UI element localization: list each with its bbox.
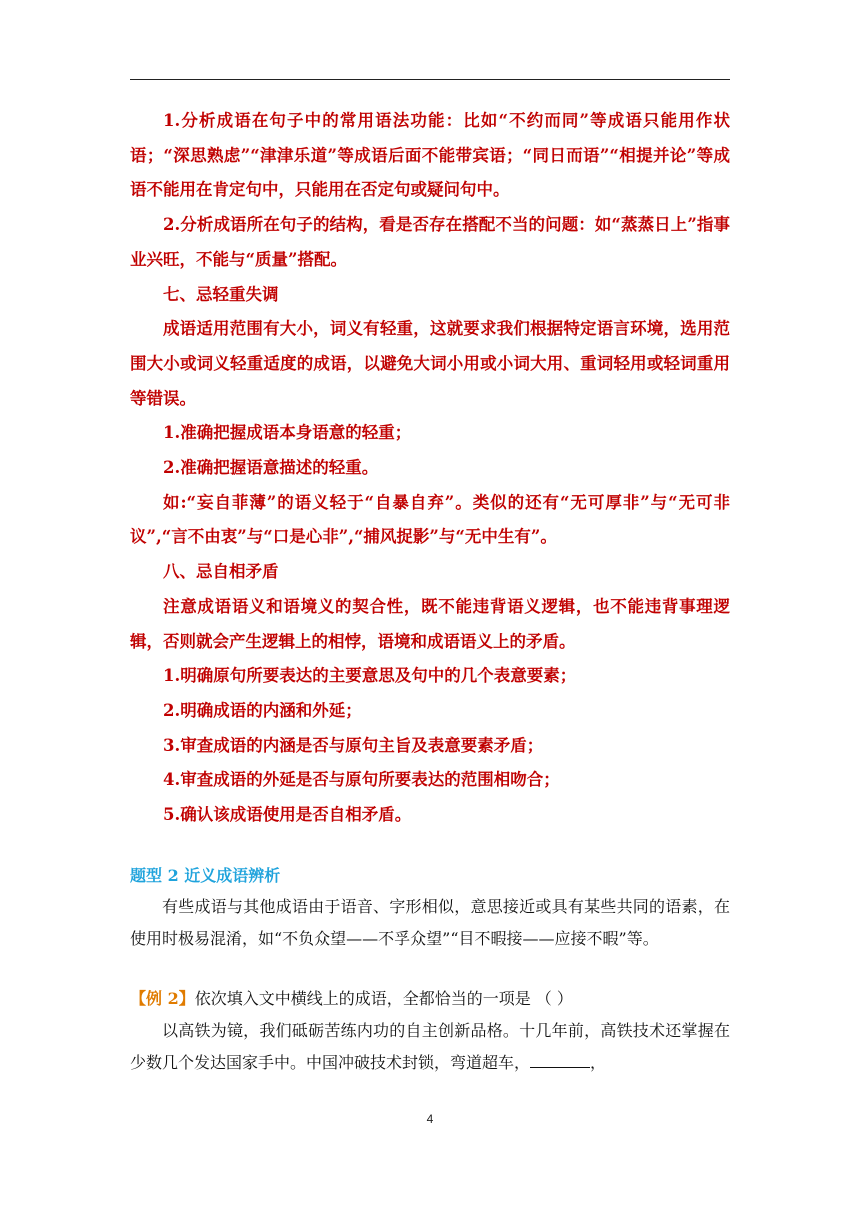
- page-number: 4: [426, 1112, 434, 1126]
- list-item: 4.审查成语的外延是否与原句所要表达的范围相吻合；: [163, 770, 560, 790]
- paragraph-grammar-function: 1.分析成语在句子中的常用语法功能：比如“不约而同”等成语只能用作状语；“深思熟虑”“津津乐道”等成语后面不能带宾语；“同日而语”“相提并论”等成语不能用在肯定句中，只能用在否定句或疑问句中。: [130, 111, 730, 200]
- heading-seven: 七、忌轻重失调: [163, 284, 279, 304]
- example-passage-text: 以高铁为镜，我们砥砺苦练内功的自主创新品格。十几年前，高铁技术还掌握在少数几个发达国家手中。中国冲破技术封锁，弯道超车，: [130, 1020, 730, 1072]
- list-item: 2.准确把握语意描述的轻重。: [163, 458, 379, 478]
- type-intro-paragraph: 有些成语与其他成语由于语音、字形相似，意思接近或具有某些共同的语素，在使用时极易混淆，如“不负众望——不孚众望”“目不暇接——应接不暇”等。: [130, 896, 730, 948]
- example-passage: [130, 1015, 730, 1079]
- paragraph-weight-example: 如:“妄自菲薄”的语义轻于“自暴自弃”。类似的还有“无可厚非”与“无可非议”,“言不由衷”与“口是心非”,“捕风捉影”与“无中生有”。: [130, 492, 730, 547]
- header-rule: [130, 79, 730, 80]
- example-question-text: 依次填入文中横线上的成语，全都恰当的一项是 （ ）: [194, 988, 573, 1008]
- list-item: 5.确认该成语使用是否自相矛盾。: [163, 805, 412, 825]
- example-tag: 【例 2】: [130, 988, 195, 1008]
- list-item: 3.审查成语的内涵是否与原句主旨及表意要素矛盾；: [163, 735, 544, 755]
- paragraph-contradiction-intro: 注意成语语义和语境义的契合性，既不能违背语义逻辑，也不能违背事理逻辑，否则就会产生逻辑上的相悖，语境和成语语义上的矛盾。: [130, 596, 730, 651]
- passage-end: ，: [590, 1052, 607, 1072]
- paragraph-weight-intro: 成语适用范围有大小，词义有轻重，这就要求我们根据特定语言环境，选用范围大小或词义轻重适度的成语，以避免大词小用或小词大用、重词轻用或轻词重用等错误。: [130, 319, 730, 408]
- type-heading: 题型 2 近义成语辨析: [130, 865, 281, 885]
- list-item: 1.准确把握成语本身语意的轻重；: [163, 423, 412, 443]
- list-item: 2.明确成语的内涵和外延；: [163, 700, 362, 720]
- heading-eight: 八、忌自相矛盾: [163, 562, 279, 582]
- list-item: 1.明确原句所要表达的主要意思及句中的几个表意要素；: [163, 666, 577, 686]
- fill-blank: [530, 1053, 590, 1068]
- example-question: [130, 983, 730, 1015]
- paragraph-collocation: 2.分析成语所在句子的结构，看是否存在搭配不当的问题：如“蒸蒸日上”指事业兴旺，不能与“质量”搭配。: [130, 215, 730, 269]
- page-content: [130, 104, 730, 1079]
- red-guidance-section: [130, 104, 730, 833]
